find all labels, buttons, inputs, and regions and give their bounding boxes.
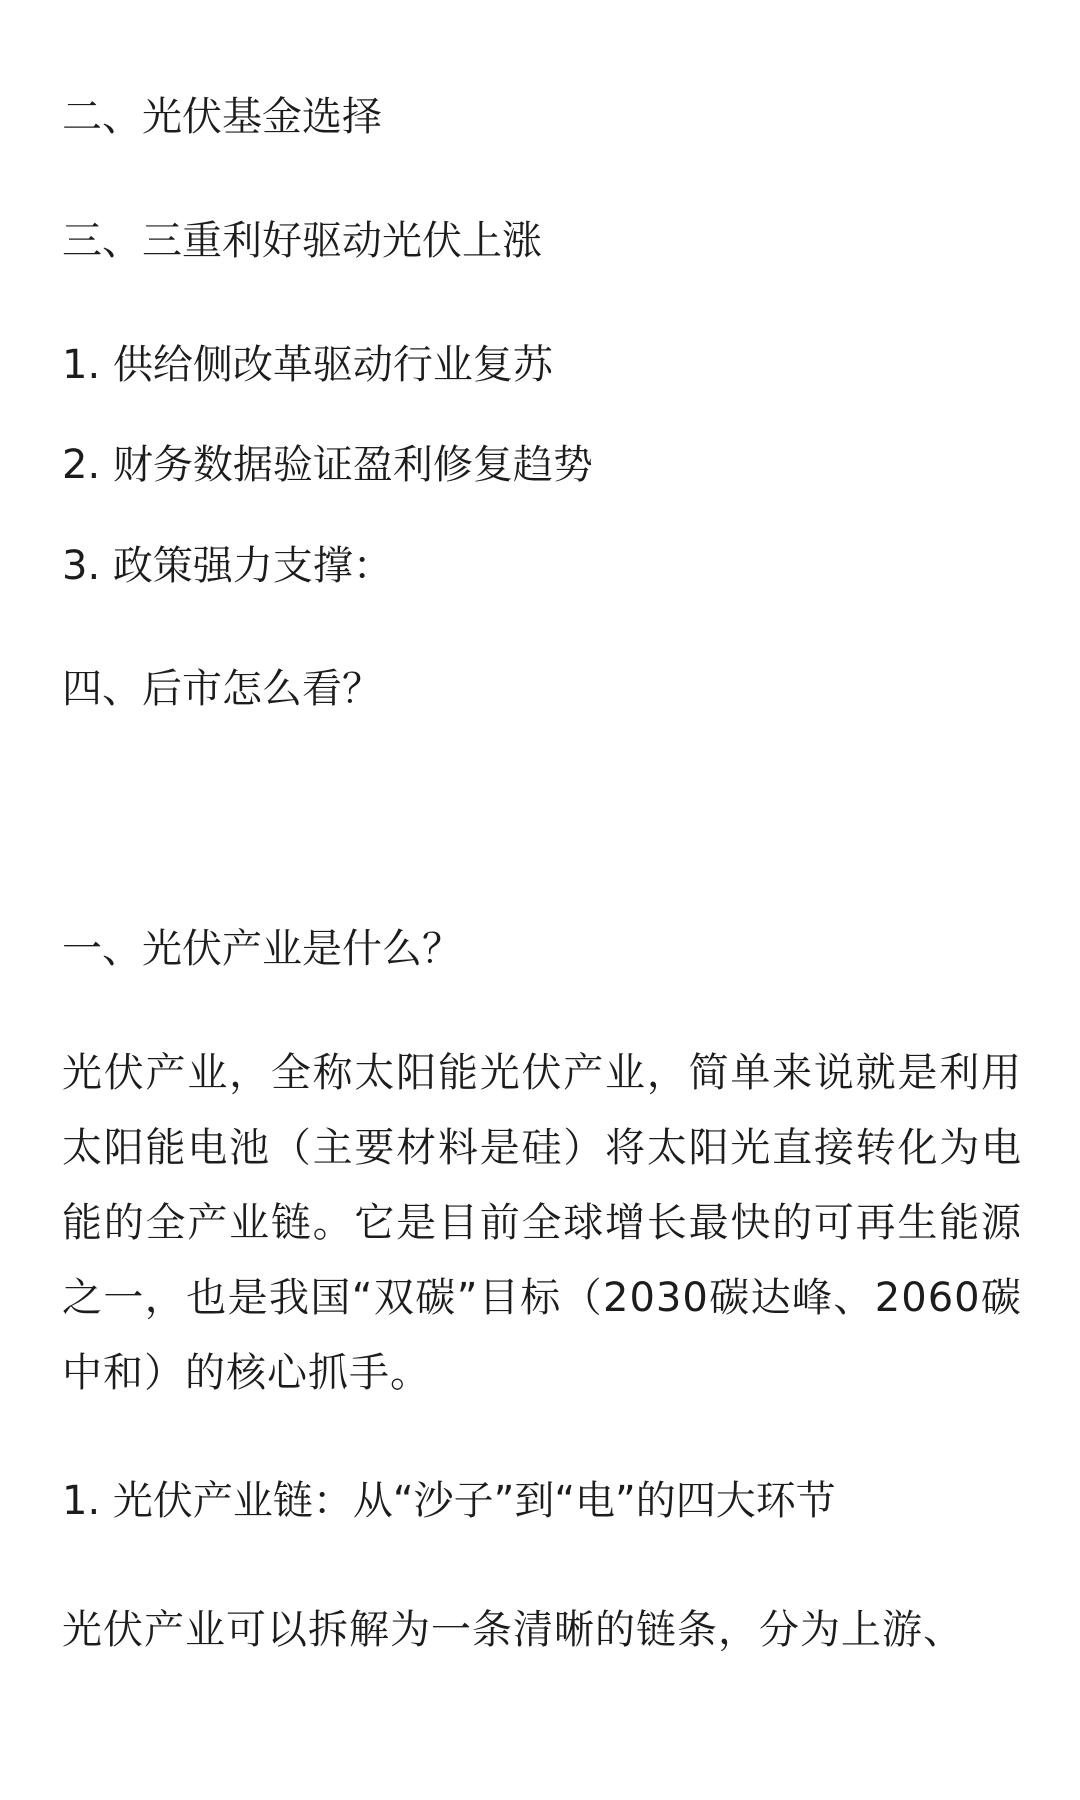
outline-subitem-policy-support: 3. 政策强力支撑：: [62, 543, 393, 589]
intro-paragraph: 光伏产业，全称太阳能光伏产业，简单来说就是利用太阳能电池（主要材料是硅）将太阳光直接转化为电能的全产业链。它是目前全球增长最快的可再生能源之一，也是我国“双碳”目标（2030碳达峰、2060碳中和）的核心抓手。: [62, 1050, 1022, 1396]
outline-subitem-supply-reform: 1. 供给侧改革驱动行业复苏: [62, 342, 553, 388]
outline-item-outlook: 四、后市怎么看？: [62, 666, 382, 712]
chain-paragraph: 光伏产业可以拆解为一条清晰的链条，分为上游、: [62, 1607, 964, 1653]
section-heading: 一、光伏产业是什么？: [62, 926, 462, 972]
outline-item-triple-benefits: 三、三重利好驱动光伏上涨: [62, 218, 542, 264]
outline-subitem-financial-data: 2. 财务数据验证盈利修复趋势: [62, 442, 593, 488]
outline-item-fund-selection: 二、光伏基金选择: [62, 94, 382, 140]
subsection-heading: 1. 光伏产业链：从“沙子”到“电”的四大环节: [62, 1478, 836, 1524]
